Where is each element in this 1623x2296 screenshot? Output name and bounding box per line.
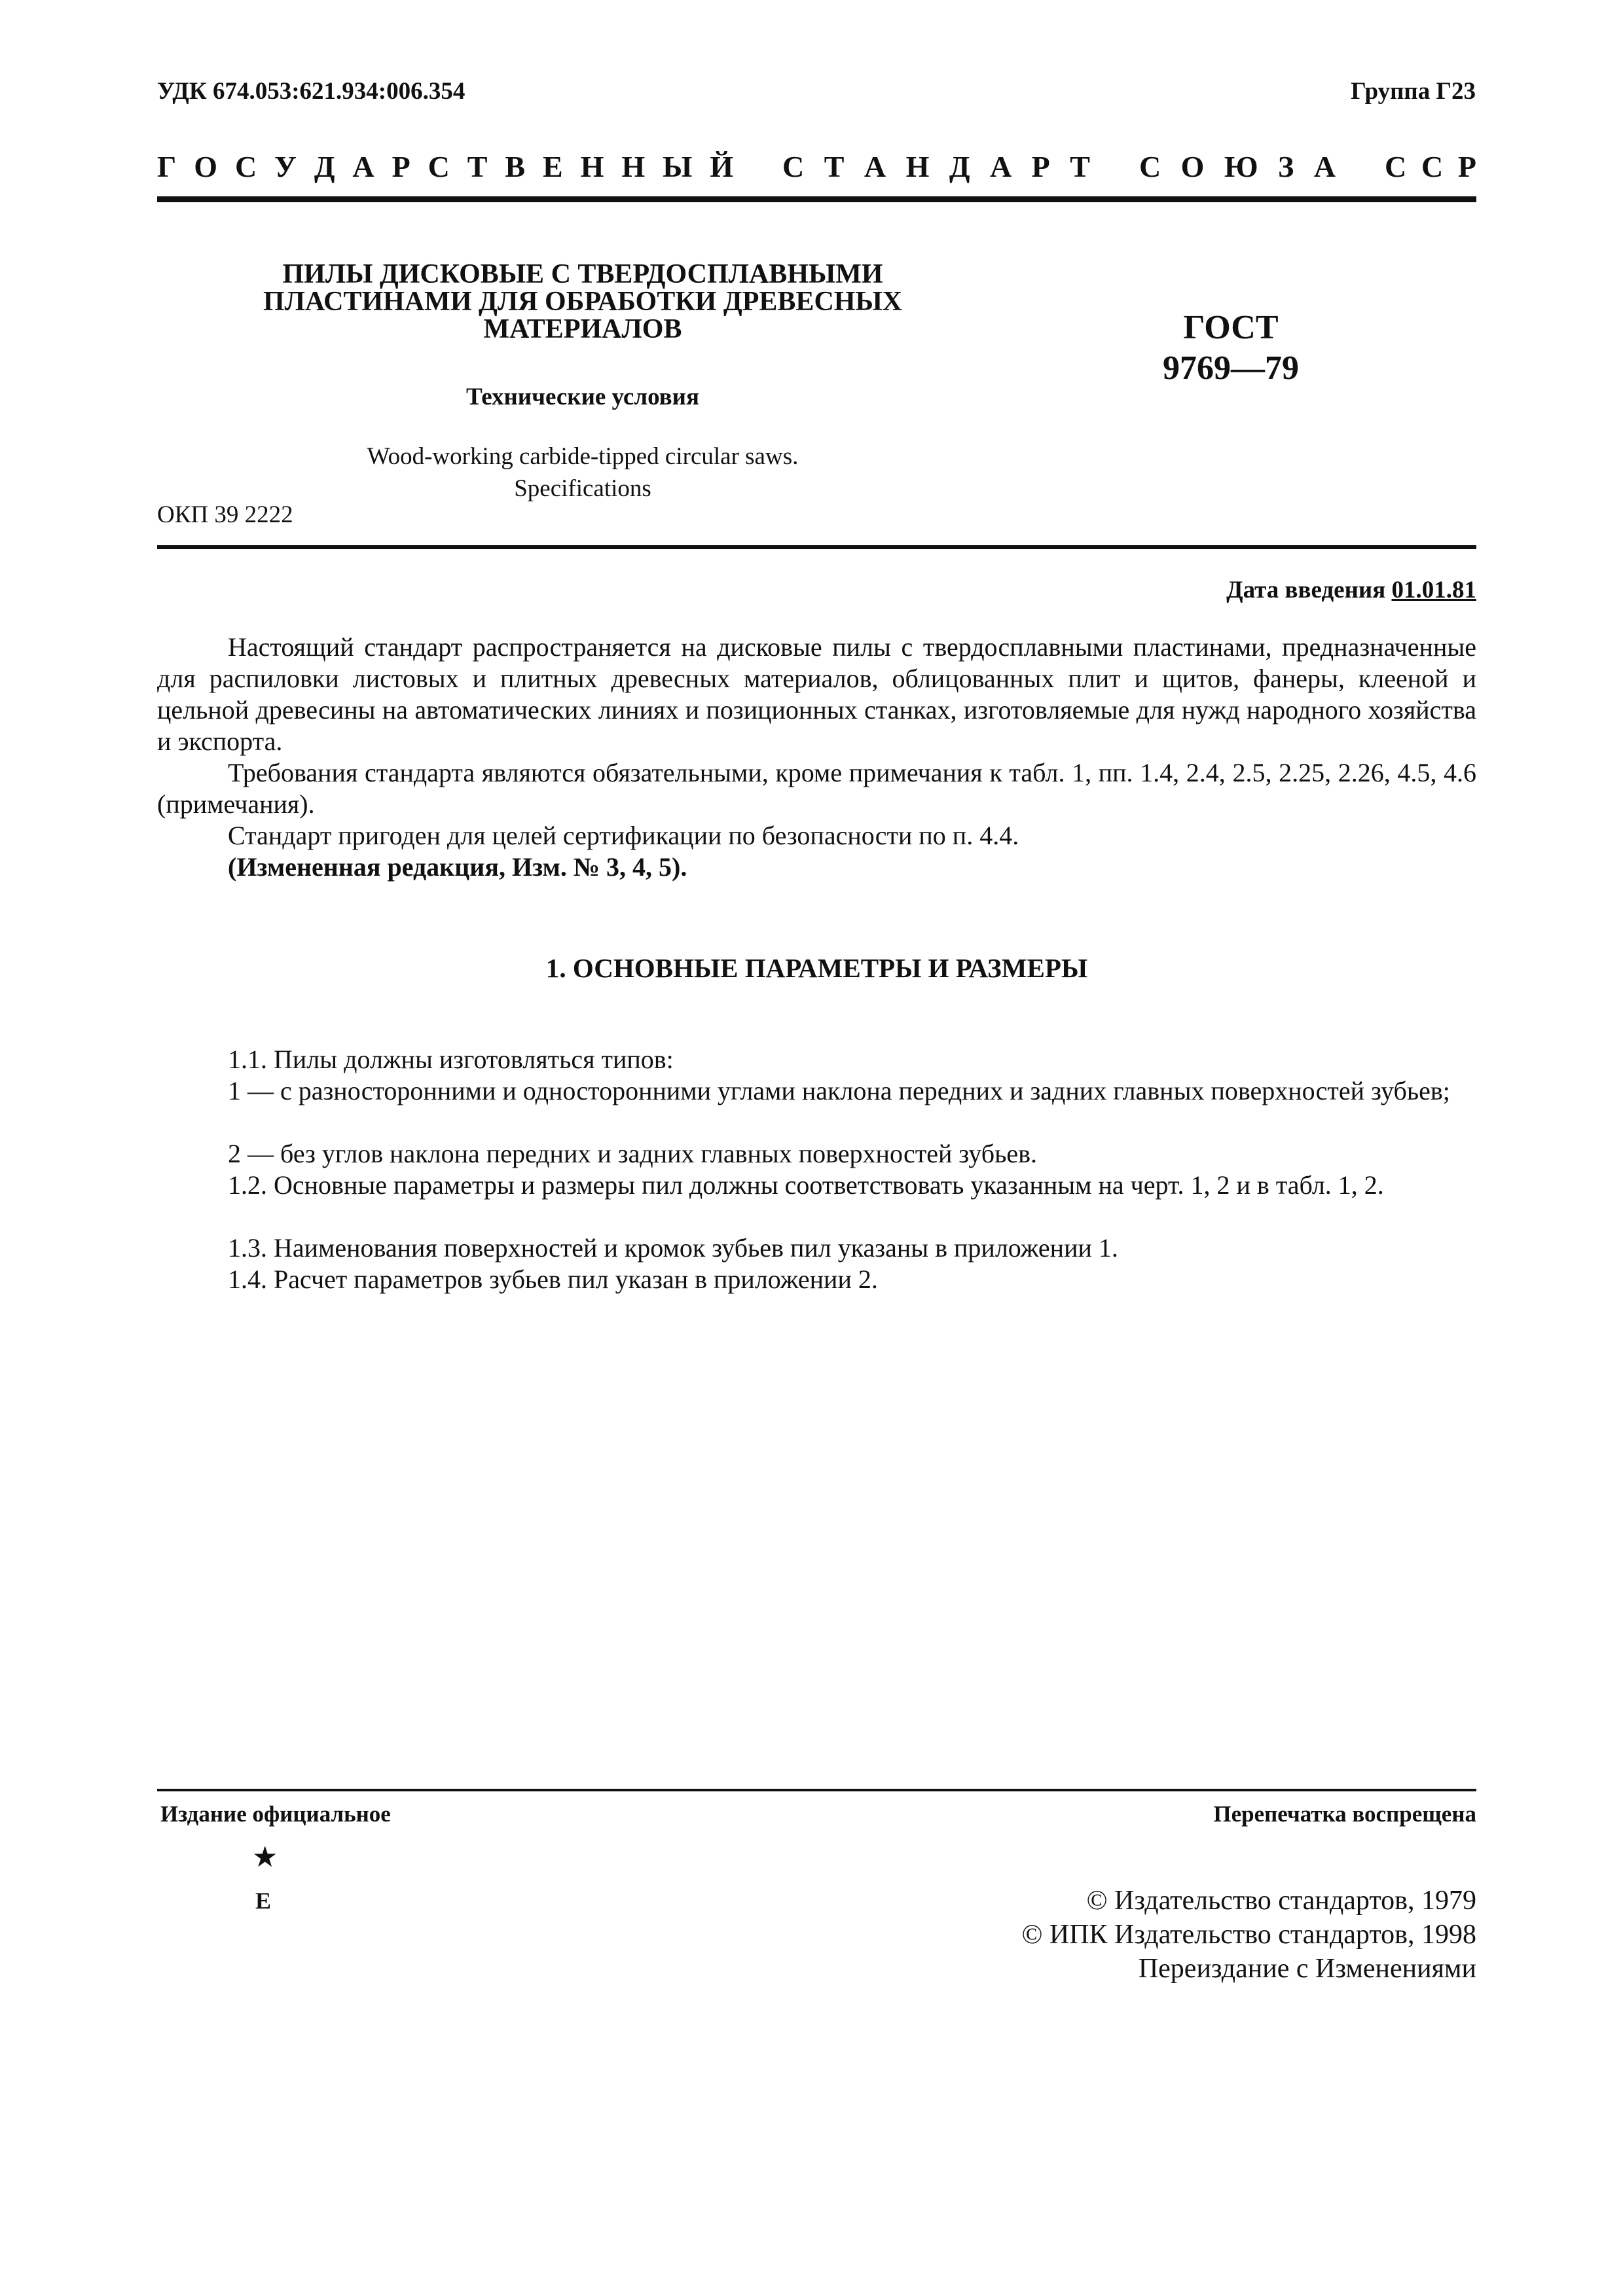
english-title-line-1: Wood-working carbide-tipped circular saws. [367,443,799,470]
star-icon: ★ [252,1841,278,1873]
introduction-date [1226,576,1476,604]
english-title [196,440,969,505]
edition-letter: Е [255,1888,272,1914]
clause-type-1: 1 — с разносторонними и односторонними углами наклона передних и задних главных поверхностей зубьев; [228,1076,1450,1105]
copyright-line-3: Переиздание с Изменениями [1138,1954,1476,1984]
section-heading: 1. ОСНОВНЫЕ ПАРАМЕТРЫ И РАЗМЕРЫ [545,953,1088,983]
reprint-prohibited: Перепечатка воспрещена [1213,1801,1476,1827]
english-title-line-2: Specifications [514,475,651,502]
intro-paragraph-3: Стандарт пригоден для целей сертификации по безопасности по п. 4.4. [228,821,1019,850]
group-code: Группа Г23 [1351,78,1476,105]
clause-type-2: 2 — без углов наклона передних и задних главных поверхностей зубьев. [228,1139,1038,1168]
state-standard-banner [157,149,1476,184]
clause-1-2: 1.2. Основные параметры и размеры пил должны соответствовать указанным на черт. 1, 2 и в табл. 1, 2. [228,1170,1384,1200]
gost-label: ГОСТ [1183,309,1279,346]
clause-1-4: 1.4. Расчет параметров зубьев пил указан в приложении 2. [228,1265,878,1294]
clause-1-3: 1.3. Наименования поверхностей и кромок зубьев пил указаны в приложении 1. [228,1233,1118,1263]
copyright-line-2: © ИПК Издательство стандартов, 1998 [1021,1920,1476,1950]
banner-word-3: С О Ю З А [1139,150,1336,183]
okp-code: ОКП 39 2222 [157,501,293,528]
intro-paragraph-1: Настоящий стандарт распространяется на дисковые пилы с твердосплавными пластинами, предназначенные для распиловки листовых и плитных древесных материалов, облицованных плит и щитов, фанеры, клееной и цельной древесины на автоматических линиях и позиционных станках, изготовляемые для нужд народного хозяйства и экспорта. [157,632,1476,756]
official-edition: Издание официальное [160,1801,391,1827]
intro-paragraph-2: Требования стандарта являются обязательными, кроме примечания к табл. 1, пп. 1.4, 2.4, 2.5, 2.25, 2.26, 4.5, 4.6 (примечания). [157,758,1476,819]
copyright-line-1: © Издательство стандартов, 1979 [1086,1886,1476,1916]
gost-designation [1074,308,1388,389]
udk-code: УДК 674.053:621.934:006.354 [157,78,465,105]
document-title [196,260,969,343]
banner-word-4: С С Р [1385,150,1476,183]
date-label: Дата введения [1226,577,1386,603]
title-line-1: ПИЛЫ ДИСКОВЫЕ С ТВЕРДОСПЛАВНЫМИ [282,259,883,289]
banner-word-1: Г О С У Д А Р С Т В Е Н Н Ы Й [157,150,733,183]
top-rule [157,196,1476,202]
title-line-2: ПЛАСТИНАМИ ДЛЯ ОБРАБОТКИ ДРЕВЕСНЫХ [263,287,903,317]
banner-word-2: С Т А Н Д А Р Т [782,150,1090,183]
date-value: 01.01.81 [1391,577,1476,603]
title-rule [157,545,1476,549]
footer-rule [157,1789,1476,1791]
gost-number: 9769—79 [1163,350,1299,387]
title-line-3: МАТЕРИАЛОВ [483,314,682,344]
document-subtitle: Технические условия [466,384,699,410]
intro-amendment-note: (Измененная редакция, Изм. № 3, 4, 5). [228,852,687,882]
clause-1-1: 1.1. Пилы должны изготовляться типов: [228,1045,674,1074]
copyright-block [1021,1884,1476,1986]
